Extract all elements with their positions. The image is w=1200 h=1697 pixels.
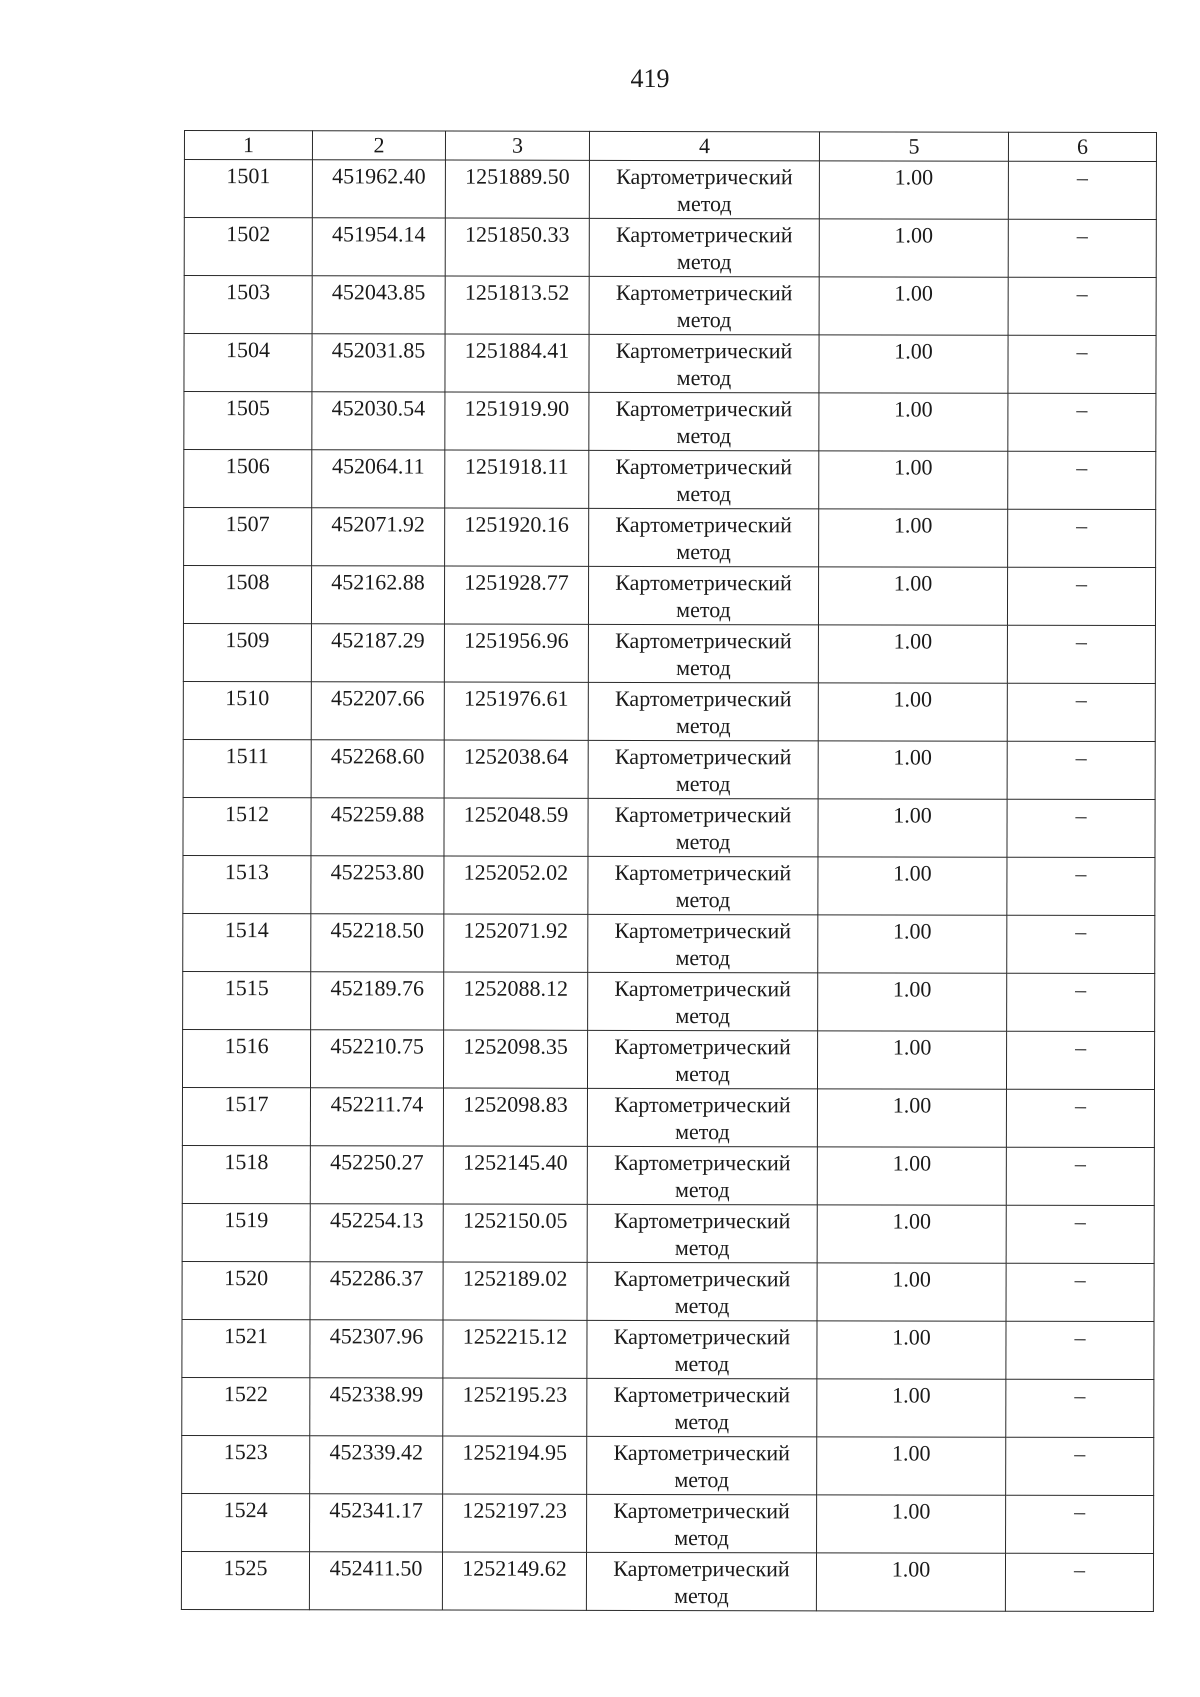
y-coordinate-cell: 1252052.02 [444, 856, 588, 914]
method-label-line1: Картометрический [614, 801, 792, 828]
column-header-1: 1 [184, 131, 312, 160]
table-row [184, 450, 1156, 510]
point-number-cell: 1525 [181, 1551, 309, 1609]
method-label-line1: Картометрический [615, 337, 793, 364]
x-coordinate-cell: 452286.37 [310, 1262, 443, 1320]
table-row [182, 1319, 1154, 1379]
method-cell [587, 1146, 817, 1204]
x-coordinate-cell: 452218.50 [311, 914, 444, 972]
method-label-line2: метод [676, 597, 731, 623]
y-coordinate-cell: 1252145.40 [443, 1146, 587, 1204]
table-row [182, 1435, 1154, 1495]
x-coordinate-cell: 452071.92 [312, 508, 445, 566]
x-coordinate-cell: 452338.99 [310, 1378, 443, 1436]
accuracy-cell: 1.00 [817, 1263, 1006, 1321]
accuracy-cell: 1.00 [817, 1321, 1006, 1379]
table-row [184, 392, 1156, 452]
table-row [182, 1029, 1154, 1089]
table-row [182, 1493, 1154, 1553]
table-row [183, 739, 1155, 799]
page-number: 419 [630, 64, 670, 93]
point-number-cell: 1507 [184, 508, 312, 566]
point-number-cell: 1505 [184, 392, 312, 450]
table-row [183, 681, 1155, 741]
accuracy-cell: 1.00 [818, 567, 1007, 625]
method-label-line1: Картометрический [613, 1497, 790, 1524]
method-label-line2: метод [676, 249, 732, 275]
y-coordinate-cell: 1252150.05 [443, 1204, 587, 1262]
table-row [182, 1377, 1154, 1437]
table-row [182, 1203, 1154, 1263]
table-row [182, 1145, 1154, 1205]
note-cell: – [1008, 393, 1156, 451]
method-cell [588, 624, 818, 682]
method-cell [589, 160, 819, 218]
accuracy-cell: 1.00 [818, 857, 1007, 915]
table-row [184, 334, 1156, 394]
note-cell: – [1007, 567, 1155, 625]
point-number-cell: 1523 [182, 1435, 310, 1493]
note-cell: – [1006, 1379, 1154, 1437]
method-label-line2: метод [676, 481, 732, 507]
table-row [183, 855, 1155, 915]
y-coordinate-cell: 1252194.95 [443, 1436, 587, 1494]
method-cell [589, 392, 819, 450]
method-cell [589, 450, 819, 508]
method-cell [587, 1378, 817, 1436]
accuracy-cell: 1.00 [817, 1031, 1006, 1089]
method-cell [587, 1088, 817, 1146]
note-cell: – [1008, 277, 1156, 335]
method-label-line2: метод [674, 1467, 729, 1493]
accuracy-cell: 1.00 [819, 161, 1008, 219]
y-coordinate-cell: 1252195.23 [443, 1378, 587, 1436]
note-cell: – [1007, 741, 1155, 799]
x-coordinate-cell: 452253.80 [311, 856, 444, 914]
x-coordinate-cell: 452043.85 [312, 276, 445, 334]
method-label-line2: метод [674, 1525, 729, 1551]
point-number-cell: 1510 [183, 681, 311, 739]
method-label-line2: метод [674, 1293, 730, 1319]
accuracy-cell: 1.00 [819, 277, 1008, 335]
table-row [184, 218, 1156, 278]
method-label-line2: метод [676, 365, 732, 391]
point-number-cell: 1521 [182, 1319, 310, 1377]
method-cell [587, 1204, 817, 1262]
accuracy-cell: 1.00 [819, 509, 1008, 567]
table-row [183, 971, 1155, 1031]
method-label-line1: Картометрический [615, 685, 792, 712]
x-coordinate-cell: 452064.11 [312, 450, 445, 508]
point-number-cell: 1509 [183, 623, 311, 681]
method-label-line1: Картометрический [616, 221, 793, 248]
note-cell: – [1008, 161, 1156, 219]
method-label-line2: метод [675, 829, 731, 855]
table-row [184, 160, 1156, 220]
method-label-line2: метод [674, 1235, 730, 1261]
point-number-cell: 1519 [182, 1203, 310, 1261]
x-coordinate-cell: 452307.96 [310, 1320, 443, 1378]
method-label-line1: Картометрический [614, 975, 791, 1002]
method-label-line2: метод [677, 191, 732, 217]
method-label-line1: Картометрический [615, 395, 793, 422]
point-number-cell: 1524 [182, 1493, 310, 1551]
x-coordinate-cell: 452259.88 [311, 798, 444, 856]
table-row [184, 508, 1156, 568]
accuracy-cell: 1.00 [818, 973, 1007, 1031]
method-label-line2: метод [674, 1409, 730, 1435]
accuracy-cell: 1.00 [818, 799, 1007, 857]
accuracy-cell: 1.00 [817, 1089, 1006, 1147]
y-coordinate-cell: 1251884.41 [445, 334, 589, 392]
method-cell [589, 508, 819, 566]
point-number-cell: 1506 [184, 450, 312, 508]
note-cell: – [1006, 1437, 1154, 1495]
table-row [181, 1551, 1153, 1611]
y-coordinate-cell: 1252071.92 [444, 914, 588, 972]
method-label-line1: Картометрический [615, 569, 792, 596]
point-number-cell: 1501 [184, 160, 312, 218]
point-number-cell: 1513 [183, 855, 311, 913]
y-coordinate-cell: 1251813.52 [445, 276, 589, 334]
note-cell: – [1006, 1263, 1154, 1321]
x-coordinate-cell: 452210.75 [310, 1030, 443, 1088]
accuracy-cell: 1.00 [817, 1495, 1006, 1553]
y-coordinate-cell: 1251918.11 [445, 450, 589, 508]
method-cell [588, 682, 818, 740]
method-cell [588, 856, 818, 914]
table-header [184, 131, 1156, 162]
method-label-line1: Картометрический [614, 743, 792, 770]
x-coordinate-cell: 452411.50 [309, 1552, 442, 1610]
table-row [184, 276, 1156, 336]
point-number-cell: 1520 [182, 1261, 310, 1319]
note-cell: – [1006, 1147, 1154, 1205]
x-coordinate-cell: 451962.40 [312, 160, 445, 218]
method-label-line1: Картометрический [613, 1555, 790, 1582]
point-number-cell: 1516 [182, 1029, 310, 1087]
x-coordinate-cell: 452250.27 [310, 1146, 443, 1204]
method-label-line1: Картометрический [613, 1265, 791, 1292]
method-label-line1: Картометрический [614, 859, 792, 886]
header-row [184, 131, 1156, 162]
note-cell: – [1007, 915, 1155, 973]
note-cell: – [1007, 683, 1155, 741]
y-coordinate-cell: 1251928.77 [444, 566, 588, 624]
method-cell [588, 798, 818, 856]
note-cell: – [1006, 1089, 1154, 1147]
method-label-line2: метод [676, 539, 731, 565]
method-label-line2: метод [675, 1003, 730, 1029]
method-label-line2: метод [675, 945, 731, 971]
y-coordinate-cell: 1251889.50 [445, 160, 589, 218]
method-cell [587, 1262, 817, 1320]
accuracy-cell: 1.00 [818, 683, 1007, 741]
note-cell: – [1008, 509, 1156, 567]
method-label-line2: метод [674, 1177, 730, 1203]
y-coordinate-cell: 1252088.12 [444, 972, 588, 1030]
x-coordinate-cell: 452031.85 [312, 334, 445, 392]
method-label-line1: Картометрический [616, 163, 793, 190]
method-label-line2: метод [675, 713, 731, 739]
accuracy-cell: 1.00 [817, 1147, 1006, 1205]
table-row [183, 623, 1155, 683]
method-cell [588, 740, 818, 798]
x-coordinate-cell: 452211.74 [310, 1088, 443, 1146]
point-number-cell: 1515 [183, 971, 311, 1029]
note-cell: – [1007, 625, 1155, 683]
method-cell [587, 1436, 817, 1494]
note-cell: – [1005, 1553, 1153, 1611]
coordinates-table [181, 130, 1157, 1612]
method-label-line1: Картометрический [614, 917, 792, 944]
method-cell [587, 1320, 817, 1378]
accuracy-cell: 1.00 [818, 915, 1007, 973]
method-label-line1: Картометрический [613, 1381, 791, 1408]
note-cell: – [1006, 1495, 1154, 1553]
method-label-line1: Картометрический [615, 627, 792, 654]
y-coordinate-cell: 1251976.61 [444, 682, 588, 740]
method-label-line1: Картометрический [615, 511, 792, 538]
method-cell [589, 276, 819, 334]
x-coordinate-cell: 452189.76 [311, 972, 444, 1030]
x-coordinate-cell: 452339.42 [310, 1436, 443, 1494]
column-header-3: 3 [445, 131, 589, 160]
method-cell [588, 972, 818, 1030]
method-label-line1: Картометрический [615, 279, 793, 306]
method-label-line1: Картометрический [613, 1323, 791, 1350]
accuracy-cell: 1.00 [817, 1437, 1006, 1495]
y-coordinate-cell: 1252149.62 [442, 1552, 586, 1610]
y-coordinate-cell: 1252215.12 [443, 1320, 587, 1378]
note-cell: – [1006, 1205, 1154, 1263]
y-coordinate-cell: 1252197.23 [443, 1494, 587, 1552]
point-number-cell: 1522 [182, 1377, 310, 1435]
method-cell [588, 566, 818, 624]
point-number-cell: 1504 [184, 334, 312, 392]
method-label-line2: метод [676, 307, 732, 333]
method-label-line1: Картометрический [614, 1033, 791, 1060]
x-coordinate-cell: 452162.88 [311, 566, 444, 624]
y-coordinate-cell: 1252098.35 [443, 1030, 587, 1088]
method-label-line1: Картометрический [615, 453, 793, 480]
x-coordinate-cell: 452268.60 [311, 740, 444, 798]
accuracy-cell: 1.00 [818, 625, 1007, 683]
y-coordinate-cell: 1251919.90 [445, 392, 589, 450]
method-label-line2: метод [674, 1583, 729, 1609]
method-cell [589, 334, 819, 392]
y-coordinate-cell: 1252048.59 [444, 798, 588, 856]
x-coordinate-cell: 452030.54 [312, 392, 445, 450]
method-label-line2: метод [675, 1119, 730, 1145]
point-number-cell: 1517 [182, 1087, 310, 1145]
note-cell: – [1007, 973, 1155, 1031]
column-header-5: 5 [819, 132, 1008, 161]
accuracy-cell: 1.00 [816, 1553, 1005, 1611]
method-cell [586, 1552, 816, 1610]
method-label-line2: метод [676, 655, 731, 681]
method-label-line1: Картометрический [614, 1091, 791, 1118]
method-cell [587, 1030, 817, 1088]
note-cell: – [1007, 799, 1155, 857]
y-coordinate-cell: 1251850.33 [445, 218, 589, 276]
y-coordinate-cell: 1252038.64 [444, 740, 588, 798]
table-row [183, 913, 1155, 973]
method-label-line2: метод [675, 1061, 730, 1087]
accuracy-cell: 1.00 [817, 1205, 1006, 1263]
x-coordinate-cell: 451954.14 [312, 218, 445, 276]
point-number-cell: 1512 [183, 797, 311, 855]
table-row [182, 1261, 1154, 1321]
method-label-line2: метод [674, 1351, 730, 1377]
table-body [181, 160, 1156, 1612]
x-coordinate-cell: 452207.66 [311, 682, 444, 740]
y-coordinate-cell: 1251920.16 [445, 508, 589, 566]
method-label-line1: Картометрический [613, 1439, 790, 1466]
note-cell: – [1008, 451, 1156, 509]
column-header-4: 4 [589, 131, 819, 160]
method-label-line2: метод [675, 771, 731, 797]
method-label-line1: Картометрический [613, 1207, 791, 1234]
point-number-cell: 1503 [184, 276, 312, 334]
x-coordinate-cell: 452187.29 [311, 624, 444, 682]
method-label-line2: метод [676, 423, 732, 449]
column-header-2: 2 [312, 131, 445, 160]
note-cell: – [1008, 219, 1156, 277]
method-cell [587, 1494, 817, 1552]
accuracy-cell: 1.00 [819, 219, 1008, 277]
accuracy-cell: 1.00 [819, 451, 1008, 509]
note-cell: – [1006, 1321, 1154, 1379]
method-label-line1: Картометрический [614, 1149, 791, 1176]
column-header-6: 6 [1008, 132, 1156, 161]
note-cell: – [1006, 1031, 1154, 1089]
accuracy-cell: 1.00 [818, 741, 1007, 799]
method-cell [589, 218, 819, 276]
table-row [183, 566, 1155, 626]
method-cell [588, 914, 818, 972]
point-number-cell: 1502 [184, 218, 312, 276]
point-number-cell: 1508 [183, 566, 311, 624]
accuracy-cell: 1.00 [819, 335, 1008, 393]
accuracy-cell: 1.00 [817, 1379, 1006, 1437]
point-number-cell: 1518 [182, 1145, 310, 1203]
accuracy-cell: 1.00 [819, 393, 1008, 451]
x-coordinate-cell: 452341.17 [310, 1494, 443, 1552]
y-coordinate-cell: 1251956.96 [444, 624, 588, 682]
note-cell: – [1007, 857, 1155, 915]
point-number-cell: 1511 [183, 739, 311, 797]
x-coordinate-cell: 452254.13 [310, 1204, 443, 1262]
note-cell: – [1008, 335, 1156, 393]
table-row [183, 797, 1155, 857]
y-coordinate-cell: 1252098.83 [443, 1088, 587, 1146]
point-number-cell: 1514 [183, 913, 311, 971]
method-label-line2: метод [675, 887, 731, 913]
table-row [182, 1087, 1154, 1147]
y-coordinate-cell: 1252189.02 [443, 1262, 587, 1320]
